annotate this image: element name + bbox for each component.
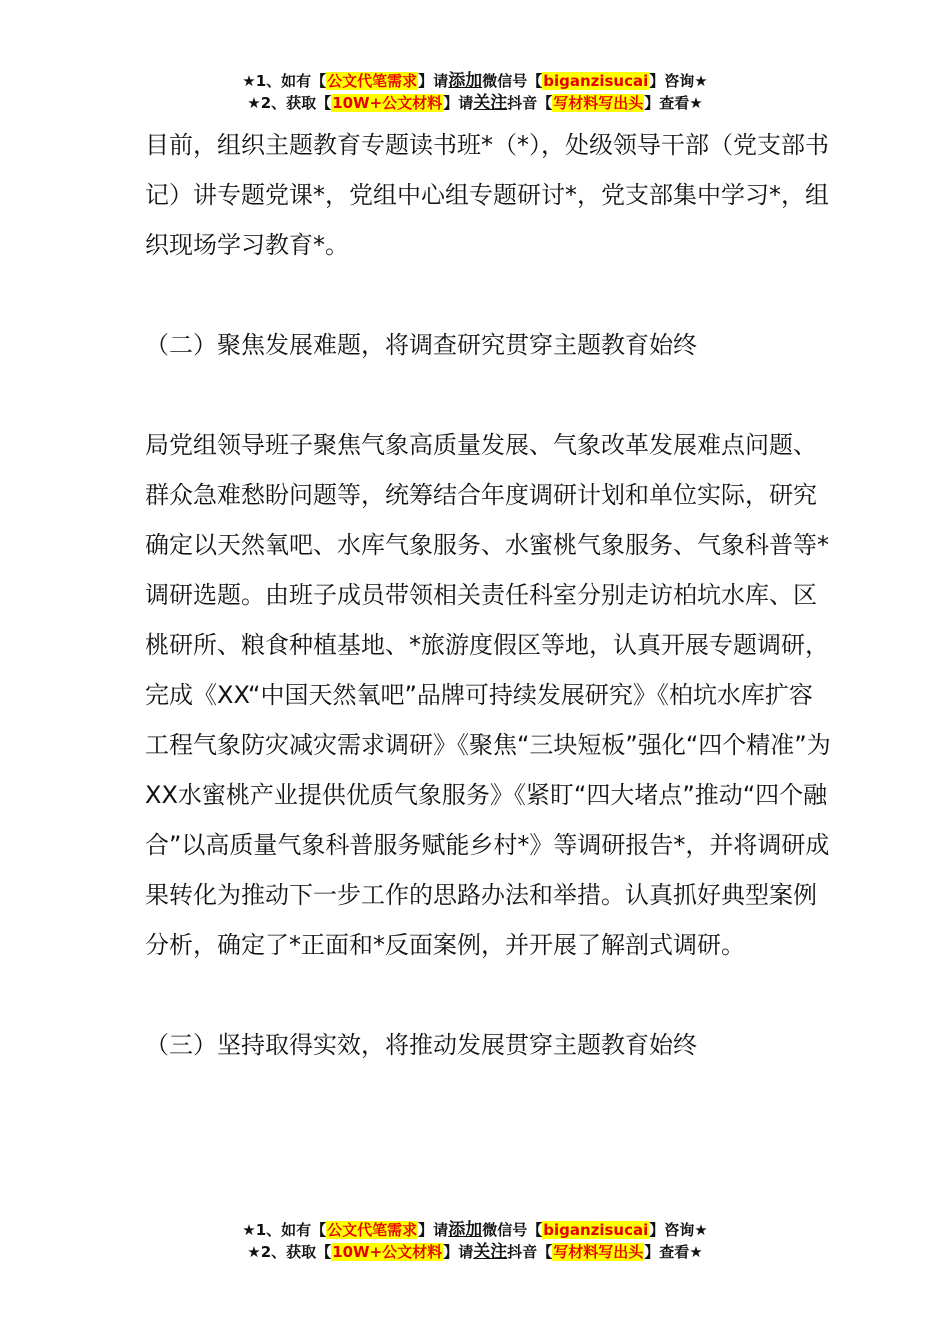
document-body: [145, 120, 835, 1070]
douyin-id-highlight: 写材料写出头: [553, 94, 644, 112]
paragraph: 目前，组织主题教育专题读书班*（*），处级领导干部（党支部书记）讲专题党课*，党组中心组专题研讨*，党支部集中学习*，组织现场学习教育*。: [145, 131, 829, 259]
banner-text: ★1、如有【: [242, 72, 327, 90]
highlight-text: 公文代笔需求: [327, 72, 418, 90]
banner-text: ★2、获取【: [247, 1243, 332, 1261]
banner-line-2: [0, 92, 950, 114]
paragraph: 局党组领导班子聚焦气象高质量发展、气象改革发展难点问题、群众急难愁盼问题等，统筹结合年度调研计划和单位实际，研究确定以天然氧吧、水库气象服务、水蜜桃气象服务、气象科普等*调研选题。由班子成员带领相关责任科室分别走访柏坑水库、区桃研所、粮食种植基地、*旅游度假区等地，认真开展专题调研，完成《XX“中国天然氧吧”品牌可持续发展研究》《柏坑水库扩容工程气象防灾减灾需求调研》《聚焦“三块短板”强化“四个精准”为XX水蜜桃产业提供优质气象服务》《紧盯“四大堵点”推动“四个融合”以高质量气象科普服务赋能乡村*》等调研报告*，并将调研成果转化为推动下一步工作的思路办法和举措。认真抓好典型案例分析，确定了*正面和*反面案例，并开展了解剖式调研。: [145, 431, 831, 959]
banner-text: 】请: [418, 72, 449, 90]
highlight-text: 公文代笔需求: [327, 1221, 418, 1239]
underlined-text: 关注: [473, 93, 508, 113]
banner-text: 】请: [418, 1221, 449, 1239]
highlight-text: 10W+公文材料: [332, 94, 443, 112]
section-heading: （三）坚持取得实效，将推动发展贯穿主题教育始终: [145, 1031, 697, 1059]
header-banner: [0, 70, 950, 114]
banner-text: 】咨询★: [649, 1221, 708, 1239]
banner-text: 微信号【: [482, 1221, 543, 1239]
banner-text: 】查看★: [644, 1243, 703, 1261]
highlight-text: 10W+公文材料: [332, 1243, 443, 1261]
underlined-text: 关注: [473, 1242, 508, 1262]
banner-text: 】咨询★: [649, 72, 708, 90]
wechat-id-highlight: biganzisucai: [543, 1221, 649, 1239]
banner-text: ★1、如有【: [242, 1221, 327, 1239]
douyin-id-highlight: 写材料写出头: [553, 1243, 644, 1261]
banner-line-1: [0, 70, 950, 92]
banner-line-1: [0, 1219, 950, 1241]
banner-text: 抖音【: [507, 1243, 553, 1261]
banner-text: 】请: [443, 1243, 474, 1261]
banner-text: 微信号【: [482, 72, 543, 90]
banner-text: ★2、获取【: [247, 94, 332, 112]
section-heading: （二）聚焦发展难题，将调查研究贯穿主题教育始终: [145, 331, 697, 359]
banner-text: 】请: [443, 94, 474, 112]
banner-text: 抖音【: [507, 94, 553, 112]
footer-banner: [0, 1219, 950, 1263]
banner-text: 】查看★: [644, 94, 703, 112]
underlined-text: 添加: [448, 71, 483, 91]
underlined-text: 添加: [448, 1220, 483, 1240]
banner-line-2: [0, 1241, 950, 1263]
wechat-id-highlight: biganzisucai: [543, 72, 649, 90]
